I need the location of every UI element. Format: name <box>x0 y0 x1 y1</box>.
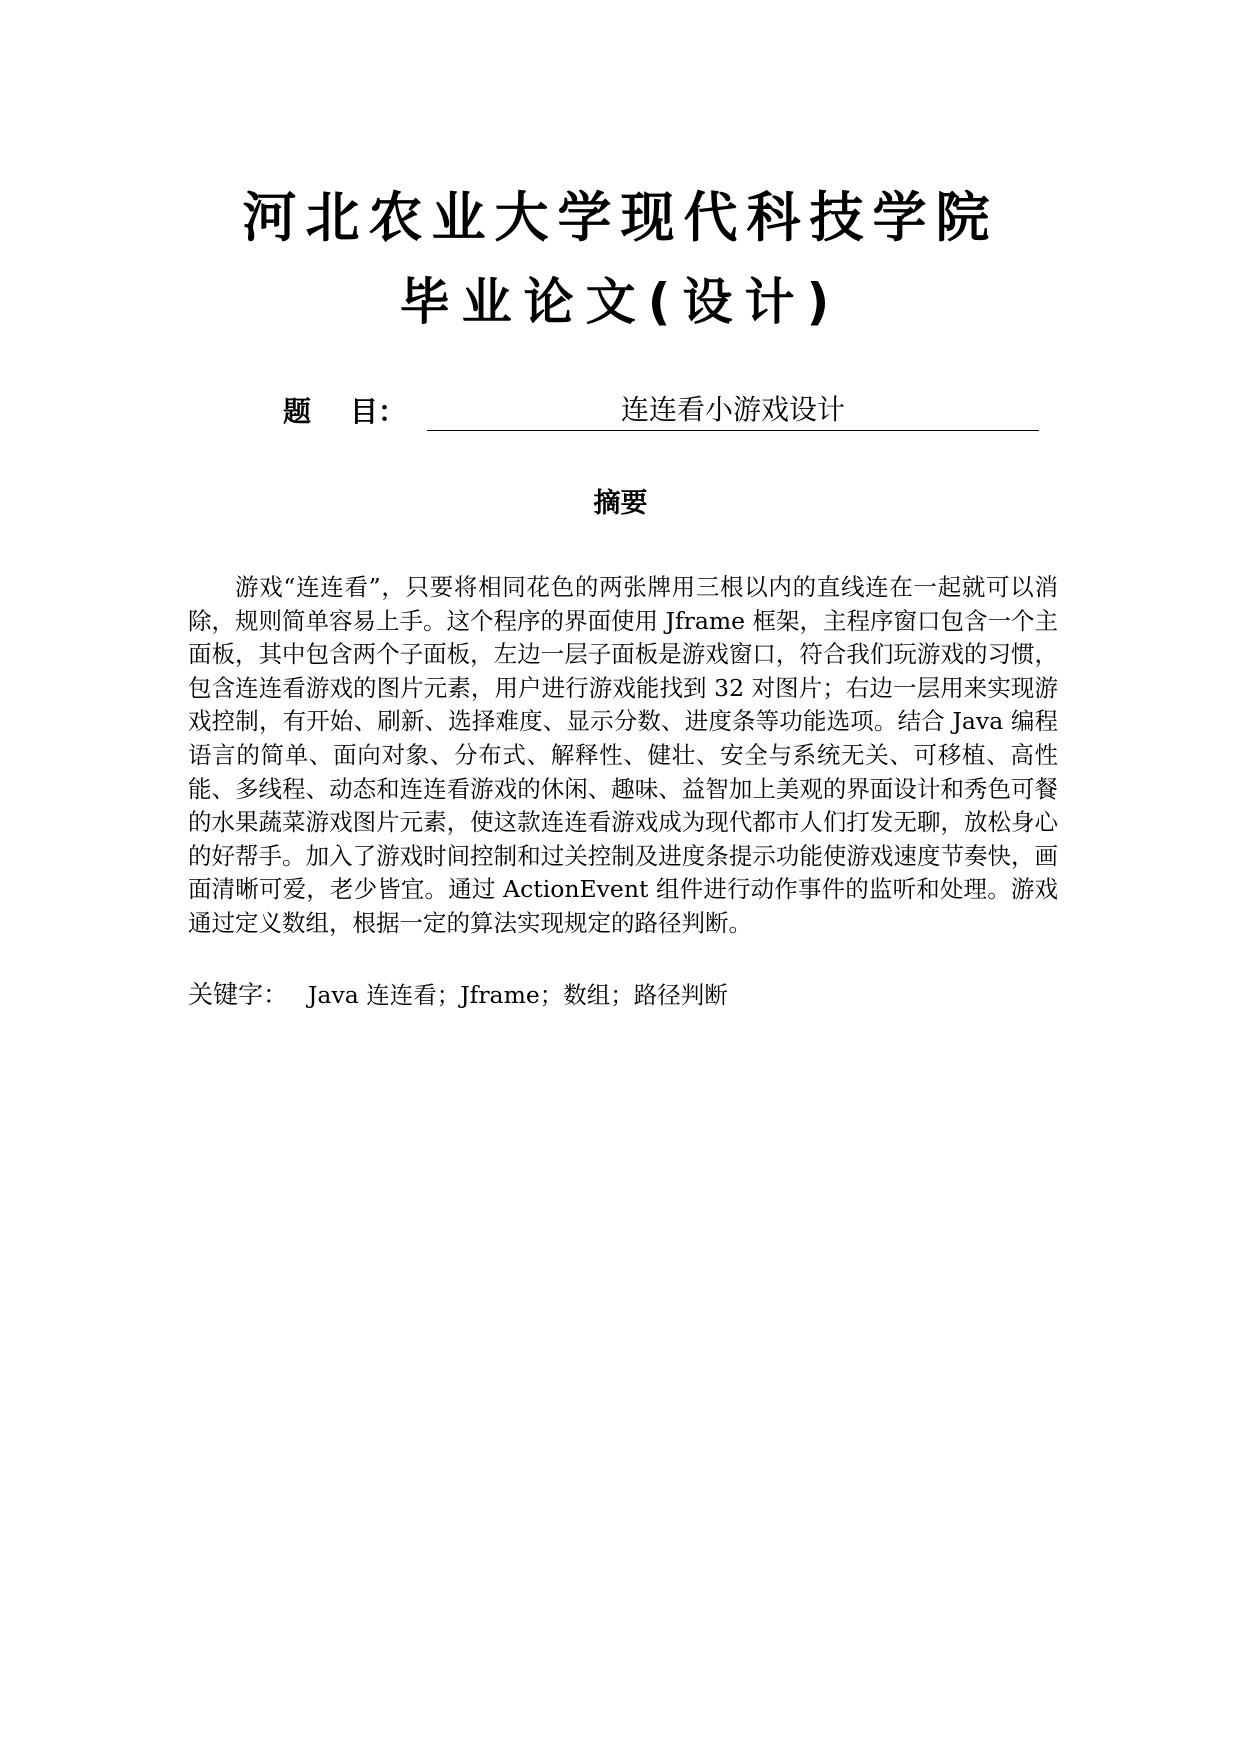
abstract-heading: 摘要 <box>593 488 648 519</box>
keywords-value: Java 连连看；Jframe；数组；路径判断 <box>308 981 728 1009</box>
topic-label: 题 目： <box>283 395 406 428</box>
keywords-line <box>188 978 1058 1012</box>
document-type-title: 毕业论文(设计) <box>399 273 842 331</box>
topic-value: 连连看小游戏设计 <box>427 390 1039 431</box>
school-name: 河北农业大学现代科技学院 <box>242 186 999 249</box>
topic-row <box>283 390 1043 434</box>
abstract-body: 游戏“连连看”，只要将相同花色的两张牌用三根以内的直线连在一起就可以消除，规则简单容易上手。这个程序的界面使用 Jframe 框架，主程序窗口包含一个主面板，其中包含两个子面板，左边一层子面板是游戏窗口，符合我们玩游戏的习惯，包含连连看游戏的图片元素，用户进行游戏能找到 32 对图片；右边一层用来实现游戏控制，有开始、刷新、选择难度、显示分数、进度条等功能选项。结合 Java 编程语言的简单、面向对象、分布式、解释性、健壮、安全与系统无关、可移植、高性能、多线程、动态和连连看游戏的休闲、趣味、益智加上美观的界面设计和秀色可餐的水果蔬菜游戏图片元素，使这款连连看游戏成为现代都市人们打发无聊，放松身心的好帮手。加入了游戏时间控制和过关控制及进度条提示功能使游戏速度节奏快，画面清晰可爱，老少皆宜。通过 ActionEvent 组件进行动作事件的监听和处理。游戏通过定义数组，根据一定的算法实现规定的路径判断。 <box>188 573 1058 937</box>
keywords-label: 关键字： <box>188 980 289 1009</box>
